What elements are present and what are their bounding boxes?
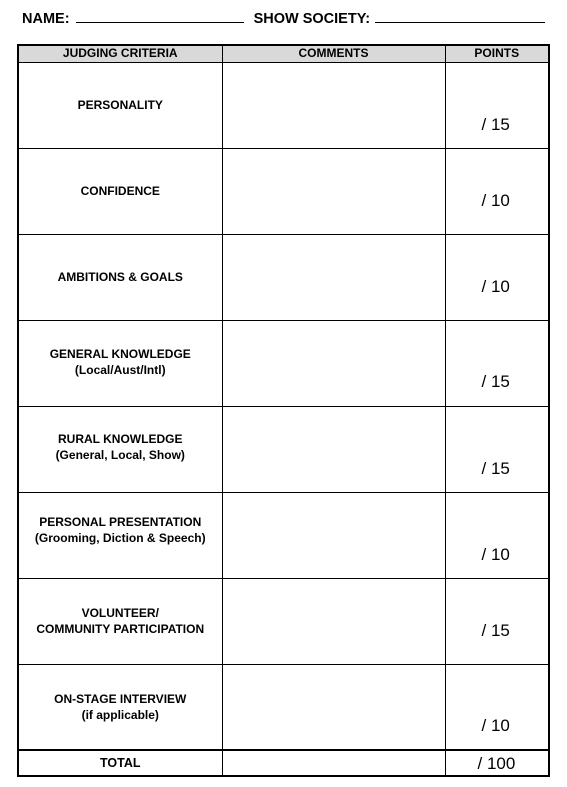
comment-cell[interactable] xyxy=(222,492,445,578)
show-society-label: SHOW SOCIETY: xyxy=(253,11,371,27)
criteria-row xyxy=(18,578,549,664)
criterion-subtitle: (Local/Aust/Intl) xyxy=(74,362,166,377)
comment-cell[interactable] xyxy=(222,320,445,406)
total-row xyxy=(18,750,549,776)
points-max: / 15 xyxy=(481,620,510,640)
points-max: / 15 xyxy=(481,371,510,391)
criterion-subtitle: (Grooming, Diction & Speech) xyxy=(34,530,206,545)
comment-cell[interactable] xyxy=(222,62,445,148)
criterion-title: ON-STAGE INTERVIEW xyxy=(54,691,187,706)
points-max: / 15 xyxy=(481,458,510,478)
total-comment-cell[interactable] xyxy=(222,750,445,776)
criterion-title: PERSONAL PRESENTATION xyxy=(39,514,202,529)
table-header-row xyxy=(18,45,549,62)
criteria-row xyxy=(18,148,549,234)
criteria-row xyxy=(18,62,549,148)
total-label: TOTAL xyxy=(18,750,222,776)
comment-cell[interactable] xyxy=(222,664,445,750)
criterion-cell xyxy=(18,234,222,320)
points-cell[interactable] xyxy=(445,62,549,148)
points-cell[interactable] xyxy=(445,492,549,578)
points-cell[interactable] xyxy=(445,234,549,320)
points-cell[interactable] xyxy=(445,148,549,234)
criterion-cell xyxy=(18,578,222,664)
criterion-title: AMBITIONS & GOALS xyxy=(57,269,183,284)
criteria-row xyxy=(18,664,549,750)
criterion-cell xyxy=(18,320,222,406)
criterion-subtitle: COMMUNITY PARTICIPATION xyxy=(36,621,205,636)
points-cell[interactable] xyxy=(445,406,549,492)
criterion-cell xyxy=(18,148,222,234)
total-points-max: / 100 xyxy=(477,754,516,773)
criterion-subtitle: (if applicable) xyxy=(81,707,159,722)
points-max: / 15 xyxy=(481,114,510,134)
comment-cell[interactable] xyxy=(222,406,445,492)
show-society-field[interactable] xyxy=(375,10,545,23)
column-header-comments: COMMENTS xyxy=(222,45,445,62)
criterion-title: GENERAL KNOWLEDGE xyxy=(49,346,191,361)
column-header-criteria: JUDGING CRITERIA xyxy=(18,45,222,62)
criterion-cell xyxy=(18,664,222,750)
points-max: / 10 xyxy=(481,715,510,735)
points-cell[interactable] xyxy=(445,664,549,750)
criterion-title: CONFIDENCE xyxy=(80,183,160,198)
criteria-row xyxy=(18,320,549,406)
points-max: / 10 xyxy=(481,544,510,564)
comment-cell[interactable] xyxy=(222,234,445,320)
comment-cell[interactable] xyxy=(222,148,445,234)
criteria-row xyxy=(18,234,549,320)
criterion-cell xyxy=(18,62,222,148)
criteria-row xyxy=(18,492,549,578)
name-field[interactable] xyxy=(76,10,244,23)
criterion-title: RURAL KNOWLEDGE xyxy=(58,431,183,446)
points-cell[interactable] xyxy=(445,320,549,406)
judging-table xyxy=(17,44,550,777)
criteria-row xyxy=(18,406,549,492)
criterion-title: VOLUNTEER/ xyxy=(81,605,159,620)
points-max: / 10 xyxy=(481,276,510,296)
name-label: NAME: xyxy=(22,11,70,27)
form-header xyxy=(22,10,552,30)
criterion-cell xyxy=(18,406,222,492)
points-cell[interactable] xyxy=(445,578,549,664)
points-max: / 10 xyxy=(481,190,510,210)
total-points-cell[interactable] xyxy=(445,750,549,776)
comment-cell[interactable] xyxy=(222,578,445,664)
criterion-title: PERSONALITY xyxy=(77,97,163,112)
criterion-cell xyxy=(18,492,222,578)
criterion-subtitle: (General, Local, Show) xyxy=(55,447,185,462)
column-header-points: POINTS xyxy=(445,45,549,62)
